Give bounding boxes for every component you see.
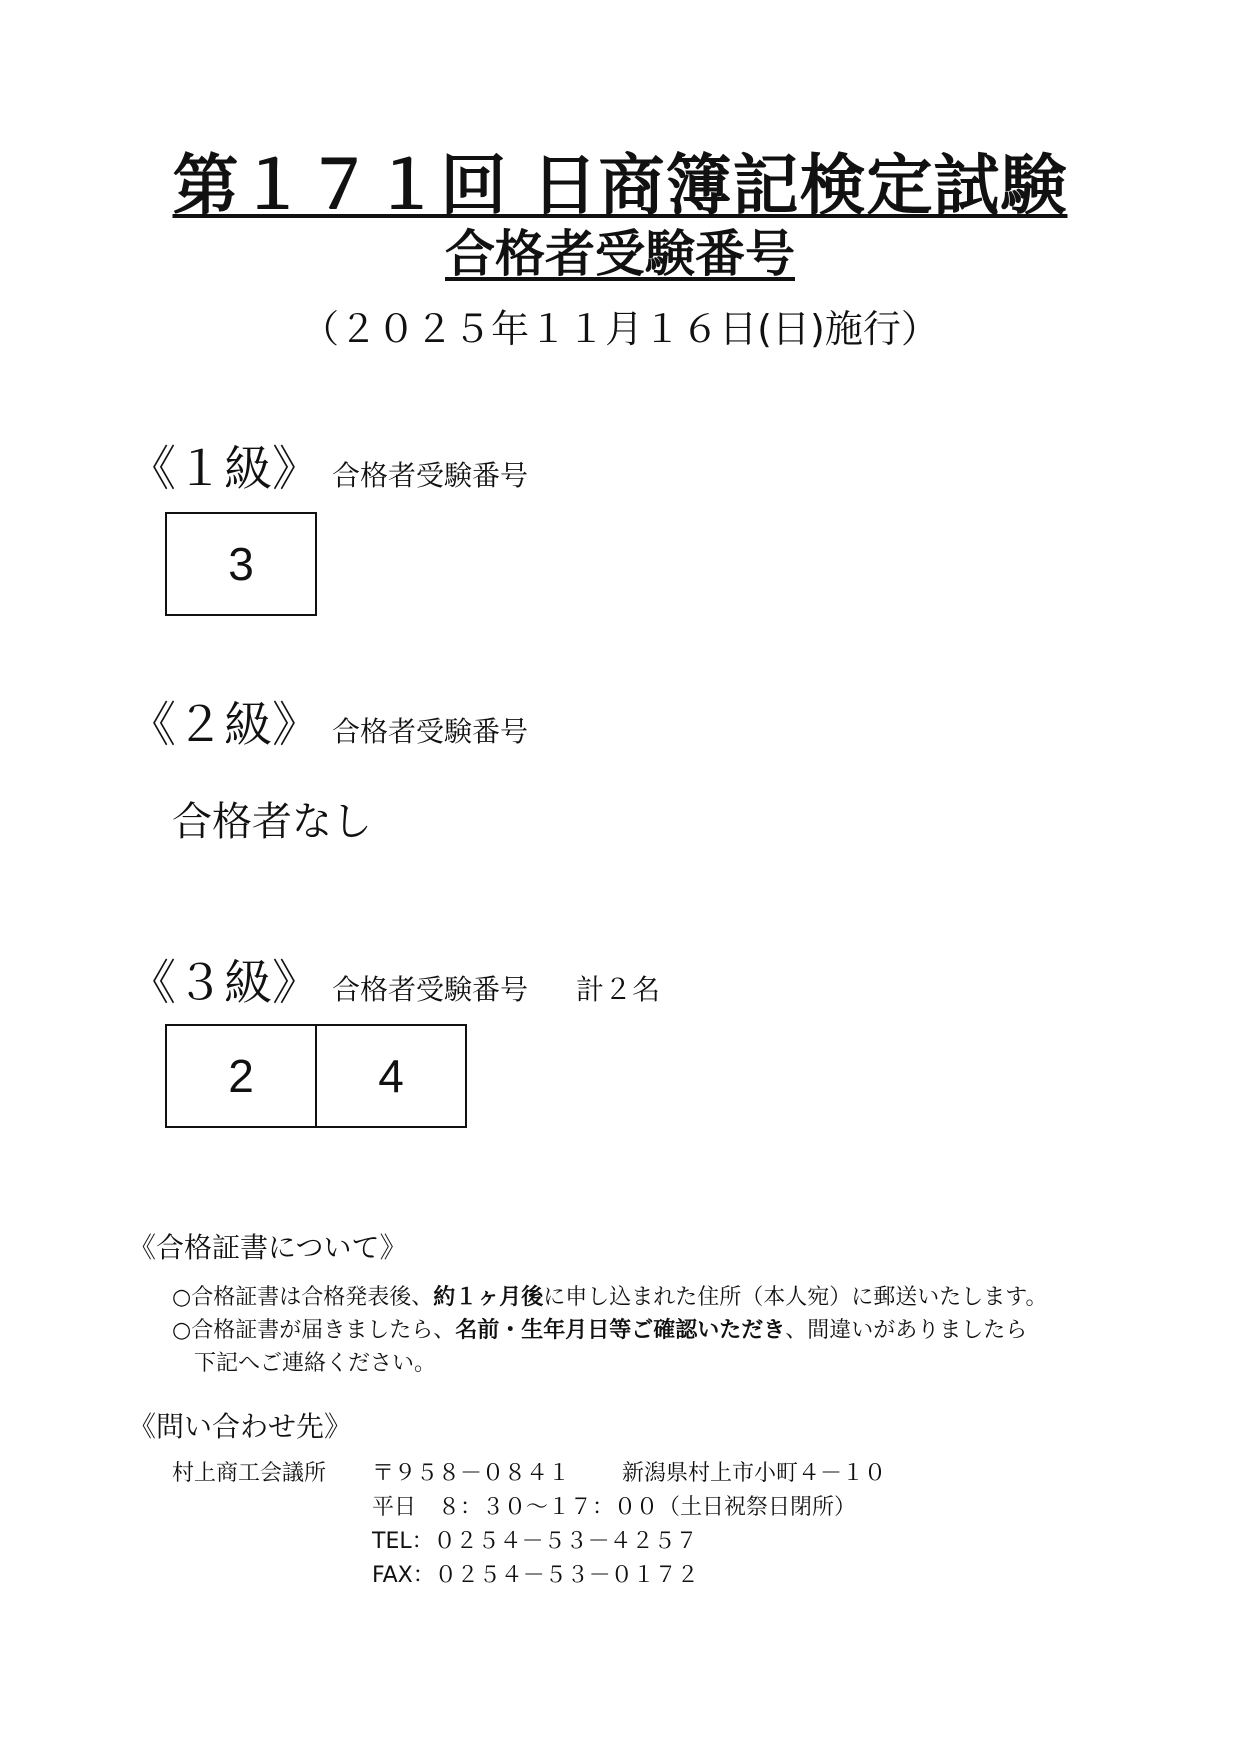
grade-3-number-table: [165, 1024, 467, 1128]
contact-fax: FAX：０２５４－５３－０１７２: [372, 1563, 699, 1588]
page-subtitle: 合格者受験番号: [445, 225, 795, 283]
note-text: ○合格証書は合格発表後、: [172, 1285, 434, 1310]
grade-2-no-passers: 合格者なし: [172, 799, 372, 845]
note-emphasis: 約１ヶ月後: [433, 1285, 544, 1310]
certificate-note-2: [172, 1313, 1027, 1344]
grade-2-sublabel: 合格者受験番号: [332, 715, 529, 748]
passer-number: 2: [228, 1050, 254, 1102]
grade-1-sublabel: 合格者受験番号: [332, 459, 529, 492]
contact-section-title: 《問い合わせ先》: [128, 1410, 353, 1443]
contact-tel: TEL：０２５４－５３－４２５７: [372, 1529, 698, 1554]
grade-2-heading: [128, 686, 528, 755]
passer-number: 4: [315, 1026, 465, 1126]
contact-hours: 平日 ８：３０～１７：００（土日祝祭日閉所）: [372, 1495, 857, 1520]
grade-3-total: 計２名: [576, 973, 661, 1006]
passer-number: 3: [228, 538, 254, 590]
contact-postal: 〒９５８－０８４１: [372, 1461, 571, 1486]
grade-1-heading: [128, 430, 528, 499]
contact-address: 新潟県村上市小町４－１０: [622, 1461, 887, 1486]
note-text: 、間違いがありましたら: [785, 1318, 1028, 1343]
grade-1-label: 《１級》: [128, 441, 321, 497]
grade-3-sublabel: 合格者受験番号: [332, 973, 529, 1006]
certificate-section-title: 《合格証書について》: [128, 1231, 408, 1264]
grade-2-label: 《２級》: [128, 697, 321, 753]
certificate-note-1: [172, 1280, 1047, 1311]
grade-3-heading: [128, 944, 660, 1013]
note-text: ○合格証書が届きましたら、: [172, 1318, 456, 1343]
contact-org: 村上商工会議所: [172, 1461, 327, 1486]
note-emphasis: 名前・生年月日等ご確認いただき: [455, 1318, 786, 1343]
page-title: 第１７１回 日商簿記検定試験: [172, 147, 1068, 224]
certificate-note-3: 下記へご連絡ください。: [194, 1351, 437, 1376]
exam-date: （２０２５年１１月１６日(日)施行）: [301, 307, 939, 351]
grade-3-label: 《３級》: [128, 955, 321, 1011]
grade-1-number-table: [165, 512, 317, 616]
note-text: に申し込まれた住所（本人宛）に郵送いたします。: [543, 1285, 1048, 1310]
